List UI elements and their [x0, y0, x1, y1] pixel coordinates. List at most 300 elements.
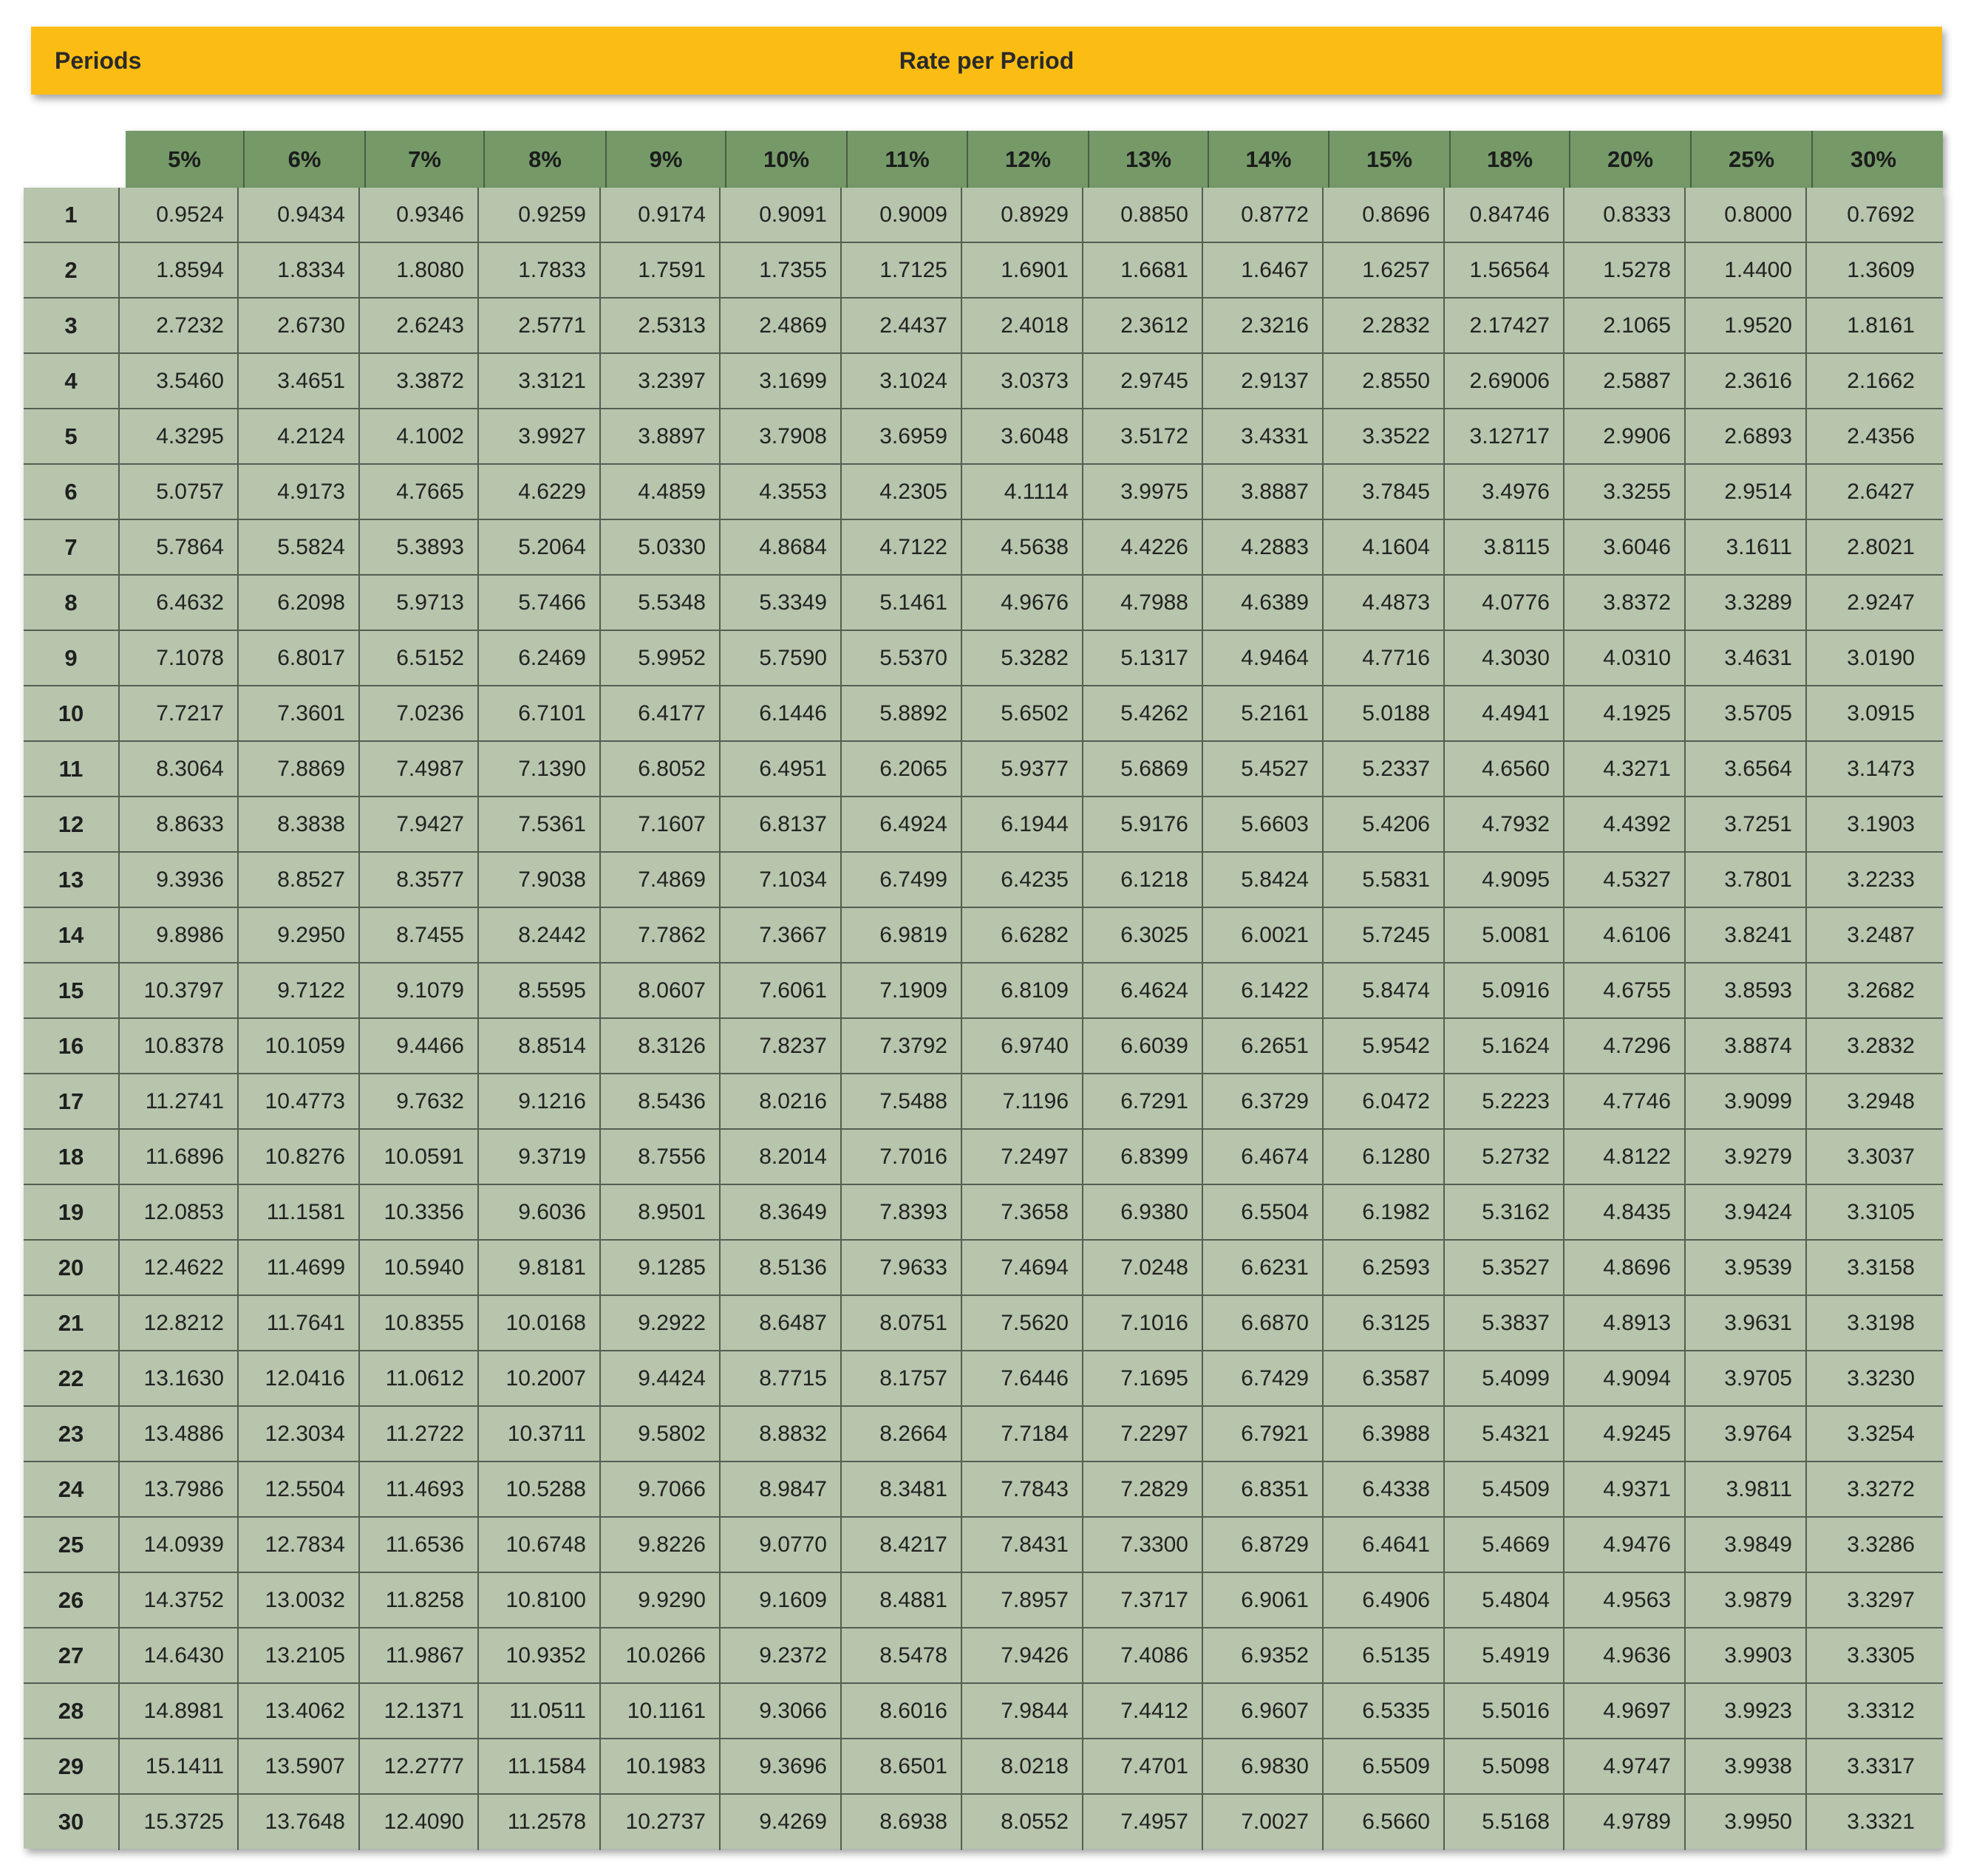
annuity-factor-cell: 8.0216 — [721, 1074, 842, 1128]
annuity-factor-cell: 1.7591 — [601, 243, 721, 297]
annuity-factor-cell: 2.4869 — [721, 299, 842, 352]
annuity-factor-cell: 4.1114 — [962, 465, 1083, 519]
annuity-factor-cell: 3.8115 — [1445, 520, 1564, 574]
annuity-factor-cell: 5.5098 — [1445, 1739, 1564, 1793]
annuity-factor-cell: 8.8514 — [479, 1019, 601, 1073]
annuity-factor-cell: 1.8594 — [120, 243, 239, 297]
annuity-factor-cell: 9.4269 — [721, 1795, 842, 1850]
annuity-factor-cell: 3.0915 — [1847, 701, 1915, 726]
annuity-factor-cell: 7.9633 — [842, 1241, 962, 1295]
rate-column-header: 8% — [485, 131, 607, 188]
annuity-factor-cell: 3.3158 — [1847, 1255, 1915, 1280]
table-row — [24, 1241, 1943, 1296]
annuity-factor-cell: 9.4424 — [601, 1351, 721, 1405]
rate-per-period-heading: Rate per Period — [899, 47, 1075, 74]
annuity-factor-cell: 3.1024 — [842, 354, 962, 408]
annuity-factor-cell: 0.9174 — [601, 188, 721, 242]
annuity-factor-cell: 1.7355 — [721, 243, 842, 297]
annuity-factor-cell: 10.8378 — [120, 1019, 239, 1073]
annuity-factor-cell: 4.7746 — [1564, 1074, 1686, 1128]
period-number-cell: 5 — [24, 409, 120, 463]
annuity-factor-cell: 8.0751 — [842, 1296, 962, 1350]
annuity-factor-cell: 4.5638 — [962, 520, 1083, 574]
annuity-factor-cell: 6.1422 — [1203, 963, 1324, 1017]
annuity-factor-cell: 3.3317 — [1847, 1754, 1915, 1778]
annuity-factor-cell: 2.4356 — [1847, 424, 1915, 448]
annuity-factor-cell: 6.5135 — [1324, 1628, 1445, 1682]
rate-column-header: 20% — [1570, 131, 1692, 188]
annuity-factor-cell: 7.6061 — [721, 963, 842, 1017]
annuity-factor-cell: 9.1216 — [479, 1074, 601, 1128]
annuity-factor-cell: 3.7845 — [1324, 465, 1445, 519]
annuity-factor-cell: 3.3255 — [1564, 465, 1686, 519]
annuity-factor-cell: 4.7296 — [1564, 1019, 1686, 1073]
annuity-factor-cell: 6.2651 — [1203, 1019, 1324, 1073]
annuity-factor-cell: 2.6730 — [239, 299, 360, 352]
table-row — [24, 243, 1943, 299]
annuity-factor-cell: 2.6427 — [1847, 480, 1915, 504]
annuity-factor-cell: 8.5136 — [721, 1241, 842, 1295]
annuity-factor-cell: 0.9434 — [239, 188, 360, 242]
annuity-factor-cell: 5.5168 — [1445, 1795, 1564, 1850]
annuity-factor-cell: 2.9906 — [1564, 409, 1686, 463]
annuity-factor-cell: 5.9542 — [1324, 1019, 1445, 1073]
rate-column-header: 25% — [1692, 131, 1813, 188]
annuity-factor-cell: 4.9245 — [1564, 1407, 1686, 1461]
annuity-factor-cell: 7.3792 — [842, 1019, 962, 1073]
annuity-factor-cell: 5.2732 — [1445, 1130, 1564, 1184]
annuity-factor-cell: 5.7864 — [120, 520, 239, 574]
annuity-factor-cell: 3.9539 — [1686, 1241, 1807, 1295]
annuity-factor-cell: 13.0032 — [239, 1573, 360, 1627]
annuity-factor-cell: 7.1196 — [962, 1074, 1083, 1128]
table-row — [24, 1462, 1943, 1518]
annuity-factor-cell: 7.4987 — [360, 742, 479, 796]
annuity-factor-cell: 5.6603 — [1203, 797, 1324, 851]
annuity-factor-cell: 7.3601 — [239, 686, 360, 740]
annuity-factor-cell: 6.8399 — [1083, 1130, 1203, 1184]
annuity-factor-cell: 3.9811 — [1686, 1462, 1807, 1516]
annuity-factor-cell: 4.9476 — [1564, 1518, 1686, 1572]
annuity-factor-cell: 3.3037 — [1847, 1145, 1915, 1169]
table-row — [24, 1795, 1943, 1850]
annuity-factor-cell: 3.0190 — [1847, 646, 1915, 670]
annuity-factor-cell: 1.3609 — [1847, 258, 1915, 282]
annuity-factor-cell: 4.9095 — [1445, 853, 1564, 907]
annuity-factor-cell: 3.3286 — [1847, 1532, 1915, 1557]
annuity-factor-cell: 8.2664 — [842, 1407, 962, 1461]
annuity-factor-cell: 14.8981 — [120, 1684, 239, 1738]
annuity-factor-cell: 6.4177 — [601, 686, 721, 740]
annuity-factor-cell: 0.8000 — [1686, 188, 1807, 242]
annuity-factor-cell: 6.2593 — [1324, 1241, 1445, 1295]
annuity-factor-cell: 3.2397 — [601, 354, 721, 408]
period-number-cell: 21 — [24, 1296, 120, 1350]
annuity-factor-cell: 7.0236 — [360, 686, 479, 740]
annuity-factor-cell: 2.5887 — [1564, 354, 1686, 408]
annuity-factor-cell: 3.4331 — [1203, 409, 1324, 463]
annuity-factor-cell: 5.4099 — [1445, 1351, 1564, 1405]
annuity-factor-cell: 4.9094 — [1564, 1351, 1686, 1405]
annuity-factor-cell: 10.0591 — [360, 1130, 479, 1184]
annuity-factor-cell: 10.2007 — [479, 1351, 601, 1405]
annuity-factor-cell: 6.2065 — [842, 742, 962, 796]
annuity-factor-cell: 2.3616 — [1686, 354, 1807, 408]
period-number-cell: 3 — [24, 299, 120, 352]
annuity-factor-cell: 3.3321 — [1847, 1810, 1915, 1834]
annuity-factor-cell: 5.0757 — [120, 465, 239, 519]
annuity-factor-cell: 10.8355 — [360, 1296, 479, 1350]
annuity-factor-cell: 3.3121 — [479, 354, 601, 408]
annuity-factor-cell: 8.3126 — [601, 1019, 721, 1073]
table-row — [24, 631, 1943, 686]
annuity-factor-cell: 6.5660 — [1324, 1795, 1445, 1850]
annuity-factor-cell: 8.8633 — [120, 797, 239, 851]
annuity-factor-cell: 5.5831 — [1324, 853, 1445, 907]
annuity-factor-cell: 6.4624 — [1083, 963, 1203, 1017]
annuity-factor-cell: 4.8696 — [1564, 1241, 1686, 1295]
periods-heading: Periods — [55, 47, 142, 74]
annuity-factor-cell: 3.8897 — [601, 409, 721, 463]
annuity-factor-cell: 3.7251 — [1686, 797, 1807, 851]
annuity-factor-cell: 5.4669 — [1445, 1518, 1564, 1572]
annuity-factor-cell: 3.9923 — [1686, 1684, 1807, 1738]
annuity-factor-cell: 3.3198 — [1847, 1311, 1915, 1335]
annuity-factor-cell: 8.5595 — [479, 963, 601, 1017]
annuity-factor-cell: 0.9259 — [479, 188, 601, 242]
period-number-cell: 26 — [24, 1573, 120, 1627]
annuity-factor-cell: 4.4226 — [1083, 520, 1203, 574]
annuity-factor-cell: 3.3289 — [1686, 576, 1807, 630]
annuity-factor-cell: 2.1065 — [1564, 299, 1686, 352]
annuity-factor-cell: 8.3838 — [239, 797, 360, 851]
annuity-factor-cell: 1.8161 — [1847, 313, 1915, 338]
annuity-factor-cell: 4.1002 — [360, 409, 479, 463]
annuity-factor-cell: 11.9867 — [360, 1628, 479, 1682]
annuity-factor-cell: 11.4699 — [239, 1241, 360, 1295]
annuity-factor-cell: 11.2578 — [479, 1795, 601, 1850]
annuity-factor-cell: 2.7232 — [120, 299, 239, 352]
annuity-factor-cell: 3.9279 — [1686, 1130, 1807, 1184]
annuity-factor-cell: 6.8052 — [601, 742, 721, 796]
annuity-factor-cell: 0.8333 — [1564, 188, 1686, 242]
annuity-factor-cell: 5.2223 — [1445, 1074, 1564, 1128]
annuity-factor-cell: 6.1982 — [1324, 1185, 1445, 1239]
annuity-factor-cell: 7.4957 — [1083, 1795, 1203, 1850]
annuity-factor-cell: 3.9849 — [1686, 1518, 1807, 1572]
annuity-factor-cell: 3.1473 — [1847, 757, 1915, 781]
annuity-factor-cell: 4.6560 — [1445, 742, 1564, 796]
annuity-factor-cell: 1.6681 — [1083, 243, 1203, 297]
annuity-factor-cell: 13.5907 — [239, 1739, 360, 1793]
annuity-factor-cell: 7.7016 — [842, 1130, 962, 1184]
annuity-factor-cell: 5.5370 — [842, 631, 962, 685]
annuity-factor-cell: 4.4859 — [601, 465, 721, 519]
annuity-factor-cell: 4.3271 — [1564, 742, 1686, 796]
rate-column-header: 12% — [968, 131, 1089, 188]
annuity-factor-cell: 7.3667 — [721, 908, 842, 962]
annuity-factor-cell: 3.2948 — [1847, 1089, 1915, 1113]
annuity-factor-cell: 11.1584 — [479, 1739, 601, 1793]
annuity-factor-cell: 0.84746 — [1445, 188, 1564, 242]
annuity-factor-cell: 6.8351 — [1203, 1462, 1324, 1516]
annuity-factor-cell: 5.3893 — [360, 520, 479, 574]
annuity-factor-cell: 10.3711 — [479, 1407, 601, 1461]
annuity-factor-cell: 8.3481 — [842, 1462, 962, 1516]
annuity-factor-cell: 5.0188 — [1324, 686, 1445, 740]
annuity-factor-cell: 12.4090 — [360, 1795, 479, 1850]
annuity-factor-cell: 4.7988 — [1083, 576, 1203, 630]
annuity-factor-cell: 5.4804 — [1445, 1573, 1564, 1627]
annuity-factor-cell: 1.9520 — [1686, 299, 1807, 352]
period-number-cell: 29 — [24, 1739, 120, 1793]
table-row — [24, 908, 1943, 963]
period-number-cell: 6 — [24, 465, 120, 519]
annuity-factor-cell: 3.3312 — [1847, 1699, 1915, 1723]
table-row — [24, 1518, 1943, 1573]
annuity-factor-cell: 13.1630 — [120, 1351, 239, 1405]
annuity-factor-cell: 4.7665 — [360, 465, 479, 519]
annuity-factor-cell: 5.9713 — [360, 576, 479, 630]
annuity-factor-cell: 12.8212 — [120, 1296, 239, 1350]
annuity-factor-cell: 6.2469 — [479, 631, 601, 685]
annuity-factor-cell: 11.2722 — [360, 1407, 479, 1461]
annuity-factor-cell: 3.6959 — [842, 409, 962, 463]
table-row — [24, 1684, 1943, 1739]
annuity-factor-cell: 6.4674 — [1203, 1130, 1324, 1184]
annuity-factor-cell: 5.3162 — [1445, 1185, 1564, 1239]
annuity-factor-cell: 7.4694 — [962, 1241, 1083, 1295]
annuity-factor-cell: 5.4262 — [1083, 686, 1203, 740]
period-number-cell: 1 — [24, 188, 120, 242]
annuity-factor-cell: 6.6231 — [1203, 1241, 1324, 1295]
annuity-factor-cell: 4.9563 — [1564, 1573, 1686, 1627]
annuity-factor-cell: 4.4392 — [1564, 797, 1686, 851]
annuity-factor-cell: 5.3349 — [721, 576, 842, 630]
annuity-factor-cell: 1.6901 — [962, 243, 1083, 297]
annuity-factor-cell: 2.5313 — [601, 299, 721, 352]
period-number-cell: 30 — [24, 1795, 120, 1850]
annuity-factor-cell: 4.8913 — [1564, 1296, 1686, 1350]
annuity-factor-cell: 2.6893 — [1686, 409, 1807, 463]
annuity-factor-cell: 4.7122 — [842, 520, 962, 574]
annuity-factor-cell: 6.5504 — [1203, 1185, 1324, 1239]
annuity-factor-cell: 5.6502 — [962, 686, 1083, 740]
table-row — [24, 686, 1943, 742]
annuity-factor-cell: 14.3752 — [120, 1573, 239, 1627]
annuity-factor-cell: 9.7632 — [360, 1074, 479, 1128]
period-number-cell: 4 — [24, 354, 120, 408]
annuity-factor-cell: 8.8527 — [239, 853, 360, 907]
annuity-factor-cell: 0.9524 — [120, 188, 239, 242]
annuity-factor-cell: 4.8684 — [721, 520, 842, 574]
annuity-factor-cell: 3.4631 — [1686, 631, 1807, 685]
annuity-factor-cell: 5.8474 — [1324, 963, 1445, 1017]
annuity-factor-cell: 10.6748 — [479, 1518, 601, 1572]
annuity-factor-cell: 7.8237 — [721, 1019, 842, 1073]
annuity-factor-cell: 9.2372 — [721, 1628, 842, 1682]
annuity-factor-cell: 8.0552 — [962, 1795, 1083, 1850]
annuity-factor-cell: 5.3837 — [1445, 1296, 1564, 1350]
annuity-factor-cell: 9.1285 — [601, 1241, 721, 1295]
annuity-factor-cell: 0.8929 — [962, 188, 1083, 242]
annuity-factor-cell: 3.9099 — [1686, 1074, 1807, 1128]
table-row — [24, 797, 1943, 853]
annuity-factor-cell: 10.4773 — [239, 1074, 360, 1128]
annuity-factor-cell: 4.3295 — [120, 409, 239, 463]
annuity-factor-cell: 1.56564 — [1445, 243, 1564, 297]
annuity-factor-cell: 5.7245 — [1324, 908, 1445, 962]
annuity-factor-cell: 3.2487 — [1847, 923, 1915, 947]
annuity-factor-cell: 14.6430 — [120, 1628, 239, 1682]
annuity-factor-cell: 1.8080 — [360, 243, 479, 297]
period-number-cell: 19 — [24, 1185, 120, 1239]
annuity-factor-cell: 9.2950 — [239, 908, 360, 962]
annuity-factor-cell: 4.7716 — [1324, 631, 1445, 685]
annuity-factor-cell: 7.1909 — [842, 963, 962, 1017]
annuity-factor-cell: 11.7641 — [239, 1296, 360, 1350]
annuity-factor-cell: 5.4509 — [1445, 1462, 1564, 1516]
annuity-factor-cell: 6.0021 — [1203, 908, 1324, 962]
annuity-factor-cell: 7.8431 — [962, 1518, 1083, 1572]
annuity-table-body — [24, 188, 1943, 1849]
annuity-factor-cell: 5.8424 — [1203, 853, 1324, 907]
annuity-factor-cell: 4.8435 — [1564, 1185, 1686, 1239]
annuity-factor-cell: 3.9631 — [1686, 1296, 1807, 1350]
annuity-factor-cell: 4.3553 — [721, 465, 842, 519]
annuity-factor-cell: 10.0266 — [601, 1628, 721, 1682]
annuity-factor-cell: 8.7556 — [601, 1130, 721, 1184]
annuity-factor-cell: 8.6016 — [842, 1684, 962, 1738]
annuity-factor-cell: 3.9705 — [1686, 1351, 1807, 1405]
period-number-cell: 13 — [24, 853, 120, 907]
annuity-factor-cell: 3.5705 — [1686, 686, 1807, 740]
annuity-factor-cell: 15.1411 — [120, 1739, 239, 1793]
annuity-factor-cell: 9.8986 — [120, 908, 239, 962]
annuity-factor-cell: 12.1371 — [360, 1684, 479, 1738]
annuity-factor-cell: 3.8593 — [1686, 963, 1807, 1017]
annuity-factor-cell: 15.3725 — [120, 1795, 239, 1850]
annuity-factor-cell: 10.0168 — [479, 1296, 601, 1350]
annuity-factor-cell: 0.8772 — [1203, 188, 1324, 242]
annuity-factor-cell: 8.4881 — [842, 1573, 962, 1627]
annuity-factor-cell: 6.4924 — [842, 797, 962, 851]
annuity-factor-cell: 5.5824 — [239, 520, 360, 574]
annuity-factor-cell: 10.1983 — [601, 1739, 721, 1793]
annuity-factor-cell: 13.4062 — [239, 1684, 360, 1738]
annuity-factor-cell: 7.5488 — [842, 1074, 962, 1128]
annuity-factor-cell: 7.0248 — [1083, 1241, 1203, 1295]
table-row — [24, 1351, 1943, 1407]
annuity-factor-cell: 3.9903 — [1686, 1628, 1807, 1682]
table-row — [24, 1739, 1943, 1795]
annuity-factor-cell: 3.9938 — [1686, 1739, 1807, 1793]
annuity-factor-cell: 0.9346 — [360, 188, 479, 242]
period-number-cell: 17 — [24, 1074, 120, 1128]
annuity-factor-cell: 3.8887 — [1203, 465, 1324, 519]
annuity-factor-cell: 6.9380 — [1083, 1185, 1203, 1239]
annuity-factor-cell: 3.8874 — [1686, 1019, 1807, 1073]
annuity-factor-cell: 3.2682 — [1847, 978, 1915, 1003]
annuity-factor-cell: 11.6536 — [360, 1518, 479, 1572]
annuity-factor-cell: 10.5288 — [479, 1462, 601, 1516]
annuity-factor-cell: 4.6389 — [1203, 576, 1324, 630]
annuity-factor-cell: 10.3356 — [360, 1185, 479, 1239]
annuity-factor-cell: 1.6257 — [1324, 243, 1445, 297]
annuity-factor-cell: 6.5335 — [1324, 1684, 1445, 1738]
annuity-factor-cell: 11.1581 — [239, 1185, 360, 1239]
annuity-factor-cell: 8.1757 — [842, 1351, 962, 1405]
annuity-factor-cell: 6.1944 — [962, 797, 1083, 851]
rate-column-header: 9% — [607, 131, 726, 188]
annuity-factor-cell: 0.7692 — [1847, 202, 1915, 227]
annuity-factor-cell: 6.3587 — [1324, 1351, 1445, 1405]
annuity-factor-cell: 6.4632 — [120, 576, 239, 630]
period-number-cell: 25 — [24, 1518, 120, 1572]
table-row — [24, 853, 1943, 908]
annuity-factor-cell: 3.9424 — [1686, 1185, 1807, 1239]
annuity-factor-cell: 3.7801 — [1686, 853, 1807, 907]
annuity-factor-cell: 8.6501 — [842, 1739, 962, 1793]
annuity-factor-cell: 3.2832 — [1847, 1034, 1915, 1058]
annuity-factor-cell: 2.2832 — [1324, 299, 1445, 352]
annuity-factor-cell: 7.4701 — [1083, 1739, 1203, 1793]
annuity-factor-cell: 5.9377 — [962, 742, 1083, 796]
annuity-factor-cell: 5.2161 — [1203, 686, 1324, 740]
annuity-factor-cell: 4.9697 — [1564, 1684, 1686, 1738]
annuity-factor-cell: 3.4976 — [1445, 465, 1564, 519]
period-number-cell: 12 — [24, 797, 120, 851]
annuity-factor-cell: 4.6106 — [1564, 908, 1686, 962]
annuity-factor-cell: 6.9061 — [1203, 1573, 1324, 1627]
annuity-factor-cell: 2.9514 — [1686, 465, 1807, 519]
annuity-factor-cell: 3.9927 — [479, 409, 601, 463]
annuity-factor-cell: 8.2014 — [721, 1130, 842, 1184]
annuity-factor-cell: 6.2098 — [239, 576, 360, 630]
annuity-factor-cell: 10.9352 — [479, 1628, 601, 1682]
table-row — [24, 742, 1943, 797]
annuity-factor-cell: 3.9975 — [1083, 465, 1203, 519]
annuity-factor-cell: 8.8832 — [721, 1407, 842, 1461]
annuity-factor-cell: 7.8957 — [962, 1573, 1083, 1627]
annuity-factor-cell: 7.5361 — [479, 797, 601, 851]
annuity-factor-cell: 4.0310 — [1564, 631, 1686, 685]
annuity-factor-cell: 7.7862 — [601, 908, 721, 962]
annuity-factor-cell: 4.1604 — [1324, 520, 1445, 574]
annuity-factor-cell: 3.7908 — [721, 409, 842, 463]
table-row — [24, 1573, 1943, 1628]
annuity-factor-cell: 11.4693 — [360, 1462, 479, 1516]
annuity-factor-cell: 6.7499 — [842, 853, 962, 907]
annuity-factor-cell: 7.4412 — [1083, 1684, 1203, 1738]
table-row — [24, 409, 1943, 465]
rate-column-header: 30% — [1850, 146, 1897, 172]
annuity-factor-cell: 8.4217 — [842, 1518, 962, 1572]
annuity-factor-cell: 12.4622 — [120, 1241, 239, 1295]
annuity-factor-cell: 7.0027 — [1203, 1795, 1324, 1850]
period-number-cell: 27 — [24, 1628, 120, 1682]
rate-column-headers — [126, 131, 1943, 188]
annuity-factor-cell: 7.1016 — [1083, 1296, 1203, 1350]
annuity-factor-cell: 12.0853 — [120, 1185, 239, 1239]
annuity-factor-cell: 6.1446 — [721, 686, 842, 740]
annuity-factor-cell: 2.69006 — [1445, 354, 1564, 408]
annuity-factor-cell: 11.6896 — [120, 1130, 239, 1184]
annuity-factor-cell: 9.1079 — [360, 963, 479, 1017]
rate-column-header: 5% — [126, 131, 245, 188]
annuity-factor-cell: 4.2883 — [1203, 520, 1324, 574]
annuity-factor-cell: 7.9427 — [360, 797, 479, 851]
